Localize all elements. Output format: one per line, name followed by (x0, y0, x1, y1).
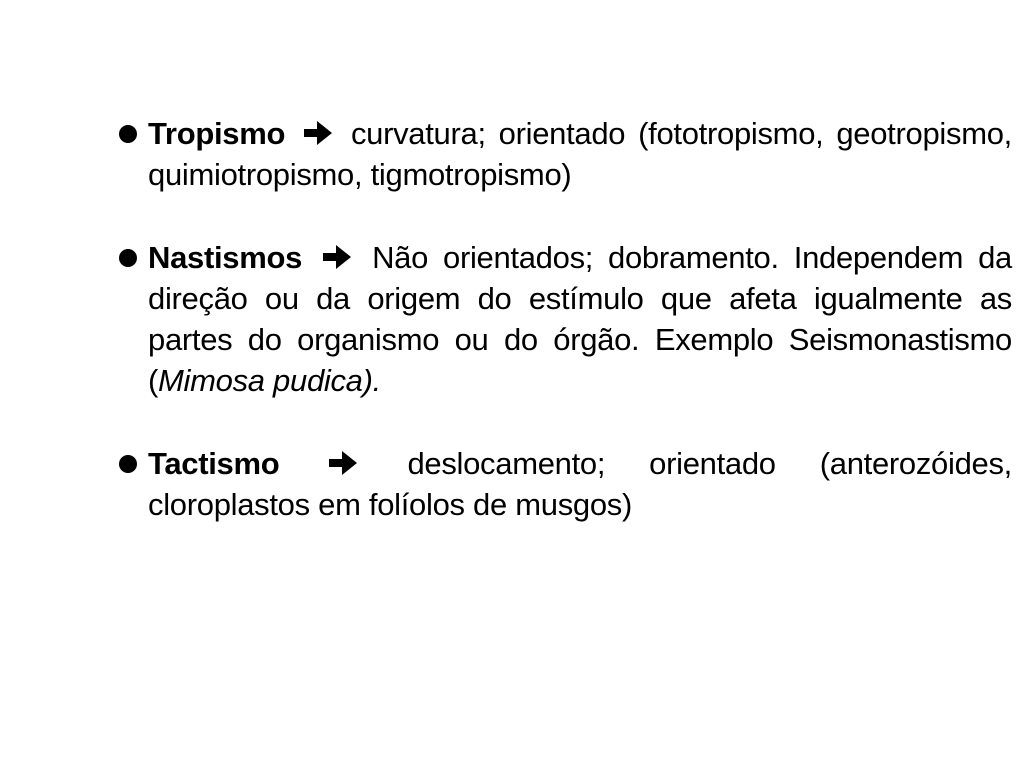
definition-tactismo: deslocamento; orientado (anterozóides, cloroplastos em folíolos de musgos) (148, 446, 1012, 522)
bullet-item-tropismo (116, 113, 1012, 195)
bullet-dot-icon (119, 249, 137, 267)
example-species: Mimosa pudica). (158, 363, 381, 398)
term-tactismo: Tactismo (148, 446, 280, 481)
right-arrow-icon (323, 448, 363, 478)
definition-nastismos: Não orientados; dobramento. Independem da direção ou da origem do estímulo que afeta igualmente as partes do organismo ou do órgão. Exemplo Seismonastismo ( (148, 240, 1012, 398)
right-arrow-icon (317, 242, 357, 272)
bullet-list (116, 113, 1012, 525)
right-arrow-icon (298, 118, 338, 148)
definition-tropismo: curvatura; orientado (fototropismo, geotropismo, quimiotropismo, tigmotropismo) (148, 116, 1012, 192)
bullet-item-nastismos (116, 237, 1012, 401)
term-tropismo: Tropismo (148, 116, 286, 151)
bullet-item-tactismo (116, 443, 1012, 525)
term-nastismos: Nastismos (148, 240, 303, 275)
bullet-dot-icon (119, 455, 137, 473)
bullet-dot-icon (119, 125, 137, 143)
